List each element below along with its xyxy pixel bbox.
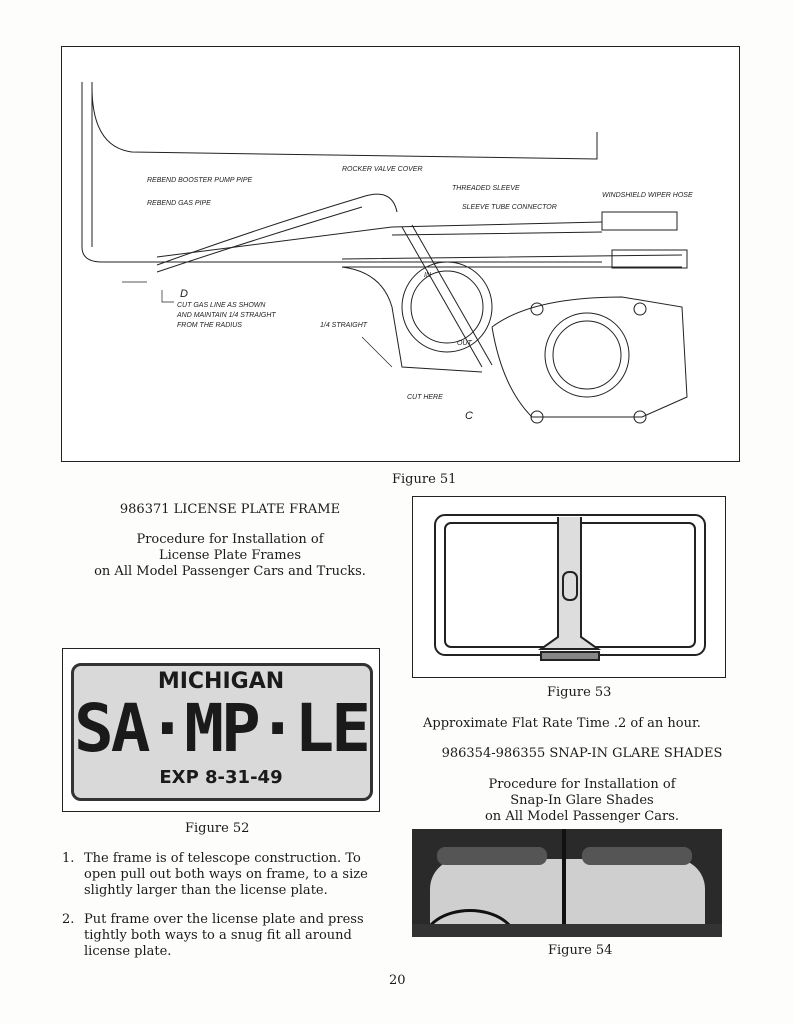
label-gas-pipe: REBEND GAS PIPE — [147, 200, 211, 207]
step-number: 1. — [62, 851, 75, 866]
figure-54-caption: Figure 54 — [548, 943, 613, 958]
section-subtitle: Procedure for Installation of — [136, 532, 324, 547]
plate-expiration: EXP 8-31-49 — [159, 767, 283, 788]
label-threaded-sleeve: THREADED SLEEVE — [452, 185, 520, 192]
section-title-license-frame: 986371 LICENSE PLATE FRAME — [119, 502, 341, 517]
figure-51-diagram — [61, 46, 740, 462]
figure-54-photo — [412, 829, 722, 937]
plate-number: SA·MP·LE — [74, 690, 368, 767]
figure-52-license-plate — [62, 648, 380, 812]
label-cut-2: AND MAINTAIN 1/4 STRAIGHT — [177, 312, 276, 319]
page-number: 20 — [389, 973, 406, 988]
step-text: Put frame over the license plate and press — [84, 912, 364, 927]
step-text: tightly both ways to a snug fit all around — [84, 928, 352, 943]
section-title-glare-shades: 986354-986355 SNAP-IN GLARE SHADES — [441, 746, 723, 761]
section-subtitle: Procedure for Installation of — [488, 777, 676, 792]
section-subtitle: on All Model Passenger Cars. — [484, 809, 679, 824]
step-text: slightly larger than the license plate. — [84, 883, 328, 898]
section-subtitle: on All Model Passenger Cars and Trucks. — [94, 564, 366, 579]
label-sleeve-tube-connector: SLEEVE TUBE CONNECTOR — [462, 204, 557, 211]
label-in: IN — [424, 272, 431, 279]
label-cut-here: CUT HERE — [407, 394, 443, 401]
plate-state: MICHIGAN — [157, 669, 285, 694]
label-cut-1: CUT GAS LINE AS SHOWN — [177, 302, 266, 309]
label-out: OUT — [457, 340, 472, 347]
figure-53-frame-image — [412, 496, 726, 678]
figure-52-caption: Figure 52 — [185, 821, 250, 836]
label-cut-3: FROM THE RADIUS — [177, 322, 242, 329]
flat-rate-text: Approximate Flat Rate Time .2 of an hour. — [423, 716, 701, 731]
figure-53-caption: Figure 53 — [547, 685, 612, 700]
label-d: D — [180, 288, 188, 300]
section-subtitle: License Plate Frames — [158, 548, 302, 563]
label-booster-pipe: REBEND BOOSTER PUMP PIPE — [147, 177, 253, 184]
label-straight: 1/4 STRAIGHT — [320, 322, 368, 329]
section-subtitle: Snap-In Glare Shades — [510, 793, 654, 808]
label-c: C — [465, 410, 473, 422]
step-text: license plate. — [84, 944, 172, 959]
step-number: 2. — [62, 912, 75, 927]
step-text: open pull out both ways on frame, to a size — [84, 867, 368, 882]
step-text: The frame is of telescope construction. To — [84, 851, 361, 866]
label-rocker-valve-cover: ROCKER VALVE COVER — [342, 166, 423, 173]
figure-51-caption: Figure 51 — [392, 472, 457, 487]
label-wiper-hose: WINDSHIELD WIPER HOSE — [602, 192, 693, 199]
